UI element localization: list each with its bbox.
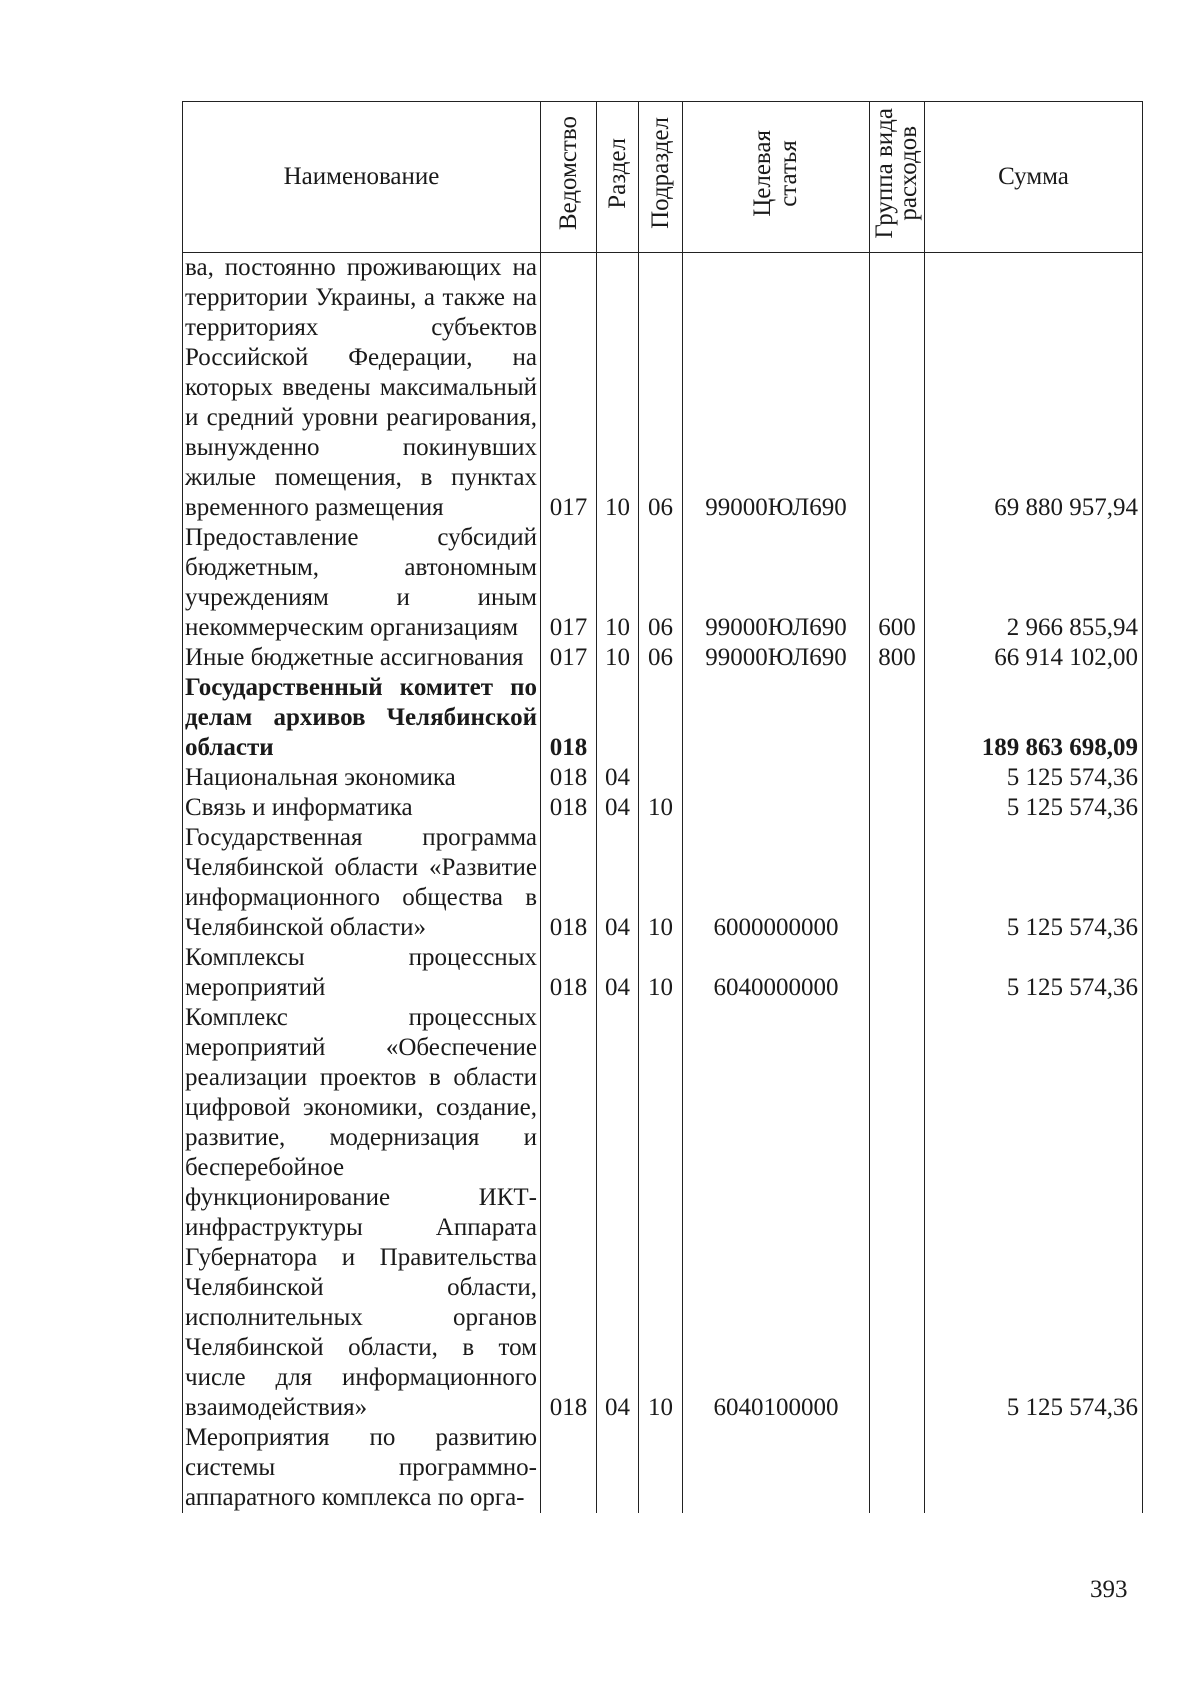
row-section: 10 [597,253,639,524]
row-group [870,673,925,763]
header-dept: Ведомство [541,102,597,253]
row-group [870,1003,925,1423]
row-group [870,763,925,793]
row-section: 10 [597,523,639,643]
table-row [183,643,1143,673]
row-dept: 018 [541,823,597,943]
row-sum: 69 880 957,94 [925,253,1143,524]
row-sum [925,1423,1143,1513]
row-group [870,253,925,524]
row-name: Комплекс процессных мероприятий «Обеспечение реализации проектов в области цифровой экономики, создание, развитие, модернизация и бесперебойное функционирование ИКТ-инфраструктуры Аппарата Губернатора и Правительства Челябинской области, исполнительных органов Челябинской области, в том числе для информационного взаимодействия» [183,1003,541,1423]
row-sum: 2 966 855,94 [925,523,1143,643]
table-row [183,763,1143,793]
row-name: Государственная программа Челябинской области «Развитие информационного общества в Челябинской области» [183,823,541,943]
row-subsection: 10 [639,943,683,1003]
row-group: 600 [870,523,925,643]
row-group [870,823,925,943]
row-dept: 017 [541,523,597,643]
row-name: Предоставление субсидий бюджетным, автономным учреждениям и иным некоммерческим организациям [183,523,541,643]
table-body [183,253,1143,1514]
row-section: 04 [597,823,639,943]
row-subsection: 06 [639,643,683,673]
row-section: 04 [597,793,639,823]
row-name: Мероприятия по развитию системы программно-аппаратного комплекса по орга- [183,1423,541,1513]
table-row [183,253,1143,524]
row-target [683,673,870,763]
row-group: 800 [870,643,925,673]
row-sum: 5 125 574,36 [925,943,1143,1003]
row-target: 6040100000 [683,1003,870,1423]
row-dept: 018 [541,1003,597,1423]
row-section: 04 [597,763,639,793]
header-section: Раздел [597,102,639,253]
row-section: 10 [597,643,639,673]
row-dept: 018 [541,793,597,823]
row-dept [541,1423,597,1513]
row-target: 6040000000 [683,943,870,1003]
row-dept: 017 [541,643,597,673]
row-group [870,943,925,1003]
row-target [683,1423,870,1513]
header-name: Наименование [183,102,541,253]
row-name: Иные бюджетные ассигнования [183,643,541,673]
table-row [183,673,1143,763]
row-target [683,763,870,793]
table-row [183,943,1143,1003]
table-row [183,1003,1143,1423]
table-row [183,1423,1143,1513]
row-group [870,793,925,823]
page-number: 393 [1090,1576,1128,1603]
row-subsection: 10 [639,793,683,823]
row-name: Национальная экономика [183,763,541,793]
row-subsection: 06 [639,253,683,524]
row-name: Связь и информатика [183,793,541,823]
row-target: 6000000000 [683,823,870,943]
row-subsection: 10 [639,823,683,943]
header-subsection: Подраздел [639,102,683,253]
table-header-row [183,102,1143,253]
table-row [183,523,1143,643]
row-section: 04 [597,943,639,1003]
row-target: 99000ЮЛ690 [683,253,870,524]
row-name: ва, постоянно проживающих на территории Украины, а также на территориях субъектов Российской Федерации, на которых введены максимальный и средний уровни реагирования, вынужденно покинувших жилые помещения, в пунктах временного размещения [183,253,541,524]
table-row [183,823,1143,943]
row-section [597,1423,639,1513]
budget-table [182,101,1143,1513]
row-sum: 66 914 102,00 [925,643,1143,673]
header-sum: Сумма [925,102,1143,253]
row-sum: 5 125 574,36 [925,823,1143,943]
row-target: 99000ЮЛ690 [683,523,870,643]
row-dept: 018 [541,673,597,763]
row-section: 04 [597,1003,639,1423]
header-group: Группа вида расходов [870,102,925,253]
row-sum: 5 125 574,36 [925,763,1143,793]
row-sum: 5 125 574,36 [925,1003,1143,1423]
header-target: Целевая статья [683,102,870,253]
row-subsection [639,1423,683,1513]
row-subsection: 06 [639,523,683,643]
row-target: 99000ЮЛ690 [683,643,870,673]
row-subsection [639,763,683,793]
row-name: Комплексы процессных мероприятий [183,943,541,1003]
row-target [683,793,870,823]
row-dept: 018 [541,763,597,793]
row-dept: 018 [541,943,597,1003]
row-dept: 017 [541,253,597,524]
budget-table-page [182,101,1142,1513]
table-row [183,793,1143,823]
row-subsection [639,673,683,763]
row-subsection: 10 [639,1003,683,1423]
row-section [597,673,639,763]
row-sum: 5 125 574,36 [925,793,1143,823]
row-name: Государственный комитет по делам архивов Челябинской области [183,673,541,763]
row-sum: 189 863 698,09 [925,673,1143,763]
row-group [870,1423,925,1513]
